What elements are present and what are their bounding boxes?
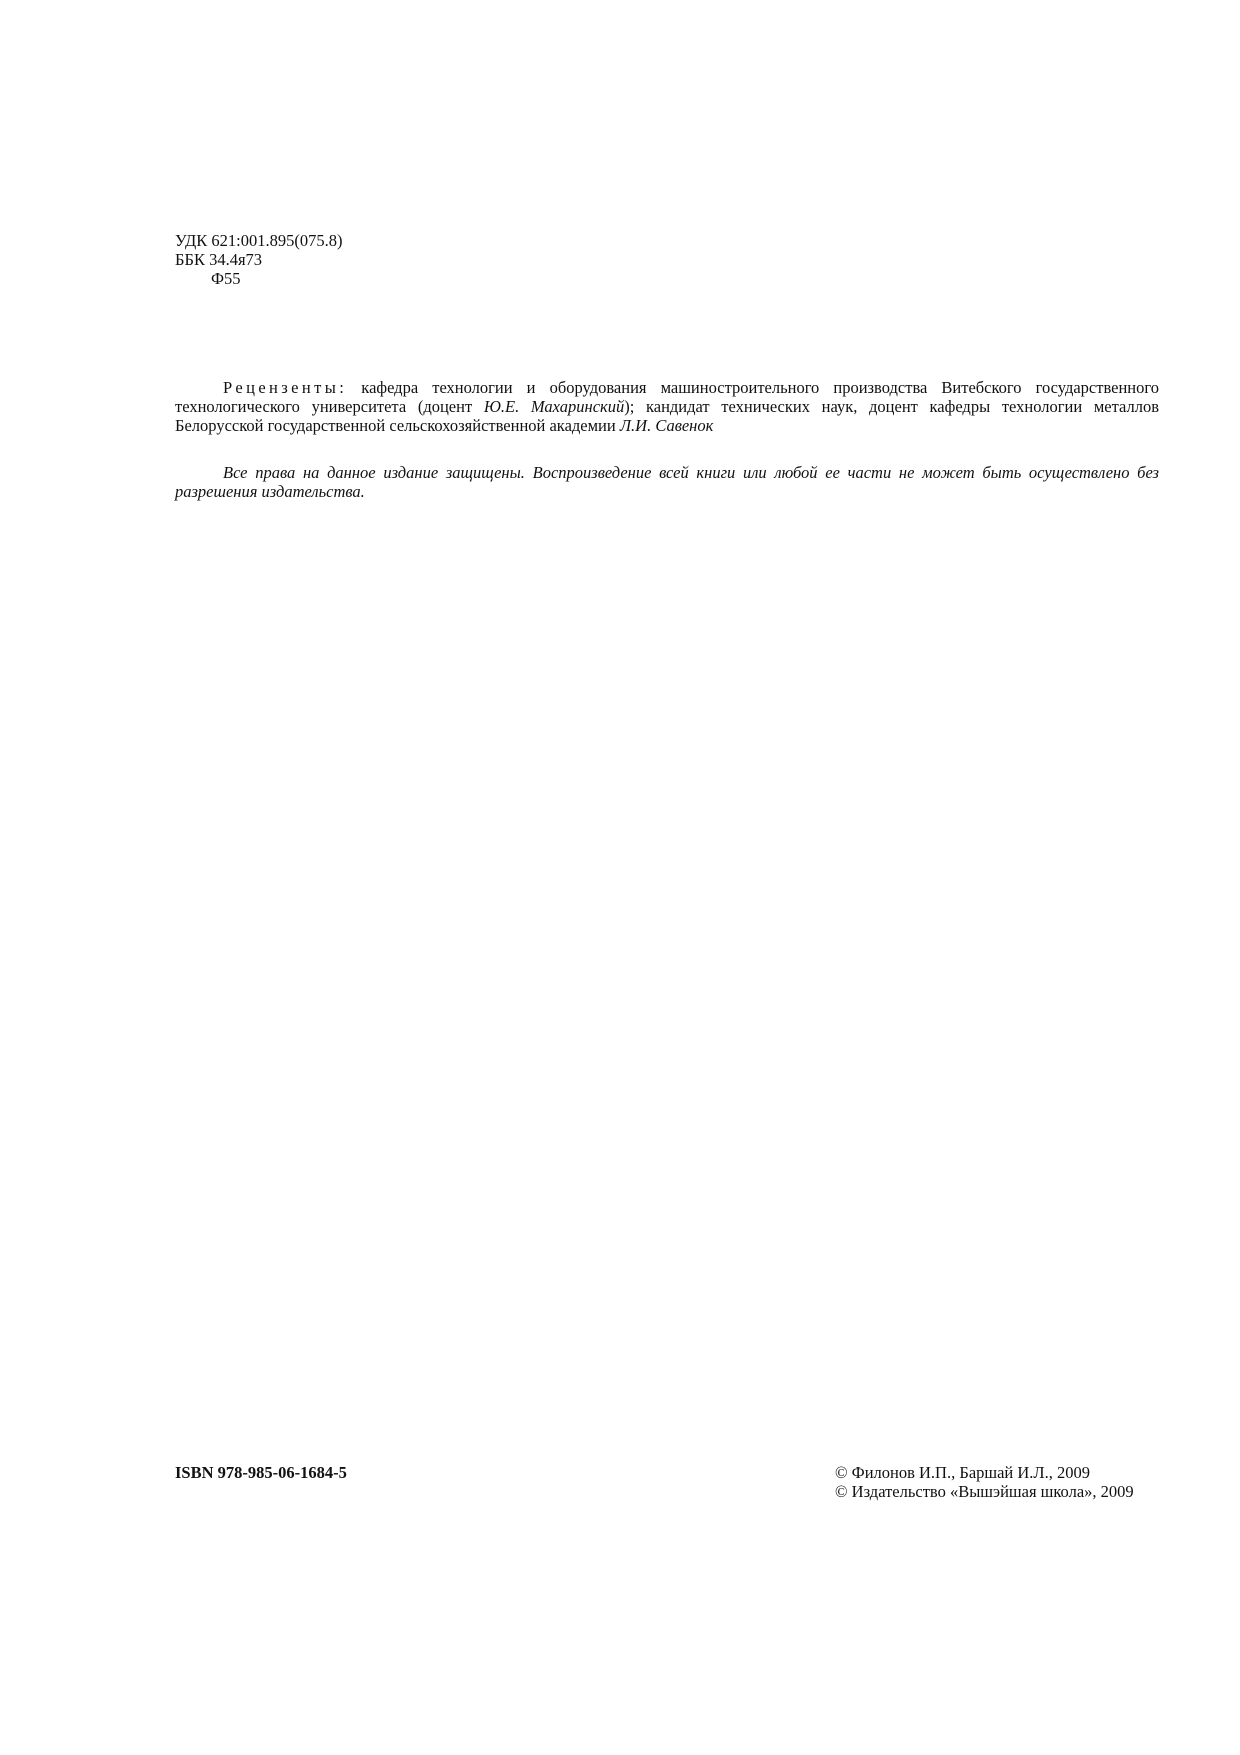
bbk-code: ББК 34.4я73 — [175, 250, 263, 269]
copyright-publisher: © Издательство «Вышэйшая школа», 2009 — [835, 1482, 1134, 1501]
copyright-block — [835, 1463, 1165, 1501]
copyright-authors: © Филонов И.П., Баршай И.Л., 2009 — [835, 1463, 1090, 1482]
classification-block — [175, 231, 575, 288]
reviewers-text-1: кафедра технологии и оборудования машиностроительного производства Витебского государственного технологического университета (доцент — [175, 378, 1159, 416]
reviewers-label: Рецензенты: — [223, 378, 348, 397]
reviewer-name-1: Ю.Е. Махаринский — [483, 397, 625, 416]
rights-notice: Все права на данное издание защищены. Воспроизведение всей книги или любой ее части не может быть осуществлено без разрешения издательства. — [175, 463, 1159, 501]
reviewers-paragraph — [175, 378, 1159, 435]
udk-code: УДК 621:001.895(075.8) — [175, 231, 343, 250]
reviewer-name-2: Л.И. Савенок — [619, 416, 714, 435]
reviewers-text-2: ); кандидат технических наук, доцент кафедры технологии металлов Белорусской государственной сельскохозяйственной академии — [175, 397, 1159, 435]
author-mark: Ф55 — [211, 269, 241, 288]
isbn: ISBN 978-985-06-1684-5 — [175, 1463, 347, 1482]
